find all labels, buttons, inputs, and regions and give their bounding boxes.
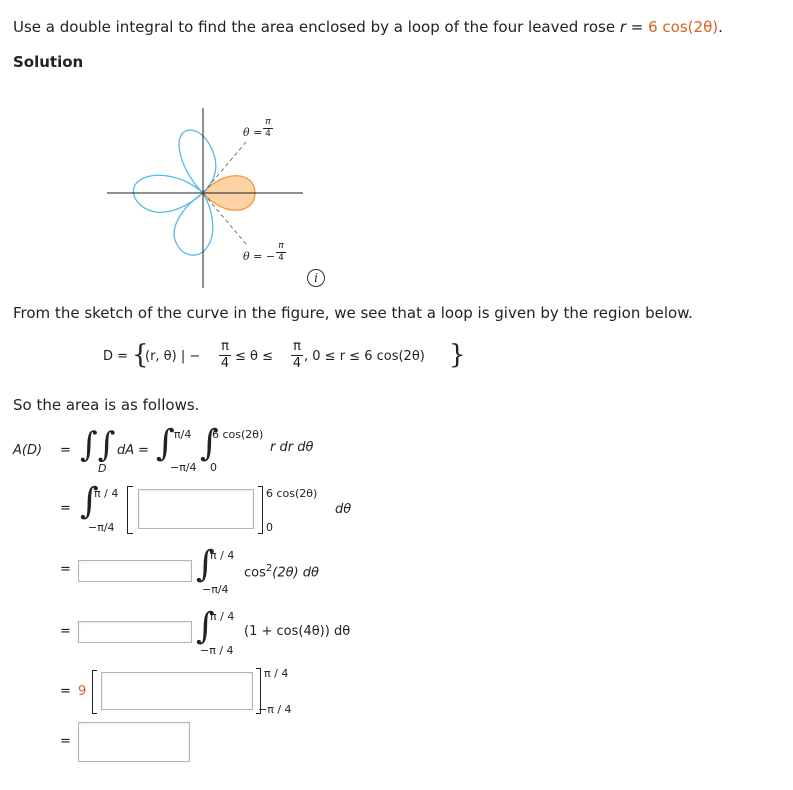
sub-D: D — [98, 462, 107, 475]
integrand-row1: r dr dθ — [270, 440, 314, 455]
eq-row6: = — [60, 734, 71, 749]
integrand-row4: (1 + cos(4θ)) dθ — [244, 624, 351, 639]
question-var-r: r — [619, 18, 627, 36]
eq-row3: = — [60, 562, 71, 577]
eval-lower-row2: 0 — [266, 521, 273, 534]
input-final[interactable] — [78, 722, 190, 762]
label-bottom-frac: π 4 — [276, 242, 286, 263]
eq-row5: = — [60, 684, 71, 699]
petal-top — [179, 130, 216, 193]
eval-upper-row2: 6 cos(2θ) — [266, 487, 318, 500]
region-set: (r, θ) | − — [145, 349, 201, 364]
integral-inner: ∫ — [200, 423, 219, 464]
upper-outer: π/4 — [174, 428, 192, 441]
integral-outer: ∫ — [156, 423, 175, 464]
solution-heading: Solution — [13, 53, 84, 71]
info-icon[interactable]: i — [307, 269, 325, 287]
region-lhs: D = — [103, 349, 129, 364]
integral-row3: ∫ — [196, 544, 215, 585]
input-row2[interactable] — [138, 489, 254, 529]
eq-row2: = — [60, 501, 71, 516]
upper-row4: π / 4 — [210, 610, 235, 623]
lower-inner: 0 — [210, 461, 217, 474]
dtheta-row2: dθ — [335, 502, 352, 517]
eq-row4: = — [60, 624, 71, 639]
eq-row1b: = — [138, 443, 149, 458]
question-formula: 6 cos(2θ) — [648, 18, 719, 36]
lower-row4: −π / 4 — [200, 644, 234, 657]
region-frac-left: π 4 — [220, 339, 230, 371]
lower-row2: −π/4 — [88, 521, 115, 534]
input-row4[interactable] — [78, 621, 192, 643]
upper-row3: π / 4 — [210, 549, 235, 562]
lower-row3: −π/4 — [202, 583, 229, 596]
left-bracket-row2 — [127, 486, 133, 534]
coef-row5: 9 — [78, 684, 87, 699]
question-end: . — [718, 18, 723, 36]
dA: dA — [117, 443, 135, 458]
upper-row2: π / 4 — [94, 487, 119, 500]
sketch-text: From the sketch of the curve in the figure, we see that a loop is given by the region below. — [13, 304, 693, 322]
question-prefix: Use a double integral to find the area enclosed by a loop of the four leaved rose — [13, 18, 620, 36]
integrand-row3: $\cos^2(2\theta)$ dθ — [244, 563, 319, 581]
integral-row4: ∫ — [196, 606, 215, 647]
input-row3[interactable] — [78, 560, 192, 582]
input-row5[interactable] — [101, 672, 253, 710]
region-brace-open: { — [132, 340, 149, 370]
right-bracket-row2 — [258, 486, 263, 534]
left-bracket-row5 — [92, 670, 97, 714]
eval-lower-row5: −π / 4 — [258, 703, 292, 716]
rose-figure — [0, 0, 793, 300]
region-brace-close: } — [449, 340, 466, 370]
label-top-theta: θ = — [243, 126, 263, 139]
eq-row1: = — [60, 443, 71, 458]
integral-row2: ∫ — [80, 481, 99, 522]
label-bottom-theta: θ = − — [243, 250, 276, 263]
lower-outer: −π/4 — [170, 461, 197, 474]
question-equals: = — [626, 18, 649, 36]
eval-upper-row5: π / 4 — [264, 667, 289, 680]
region-after: , 0 ≤ r ≤ 6 cos(2θ) — [304, 349, 425, 364]
upper-inner: 6 cos(2θ) — [212, 428, 264, 441]
double-integral-sign: ∫∫ — [80, 425, 116, 465]
petal-bottom — [174, 193, 213, 255]
region-mid: ≤ θ ≤ — [235, 349, 274, 364]
lhs-A-D: A(D) — [13, 443, 43, 458]
area-text: So the area is as follows. — [13, 396, 200, 414]
region-frac-right: π 4 — [292, 339, 302, 371]
label-top-frac: π 4 — [263, 118, 273, 139]
